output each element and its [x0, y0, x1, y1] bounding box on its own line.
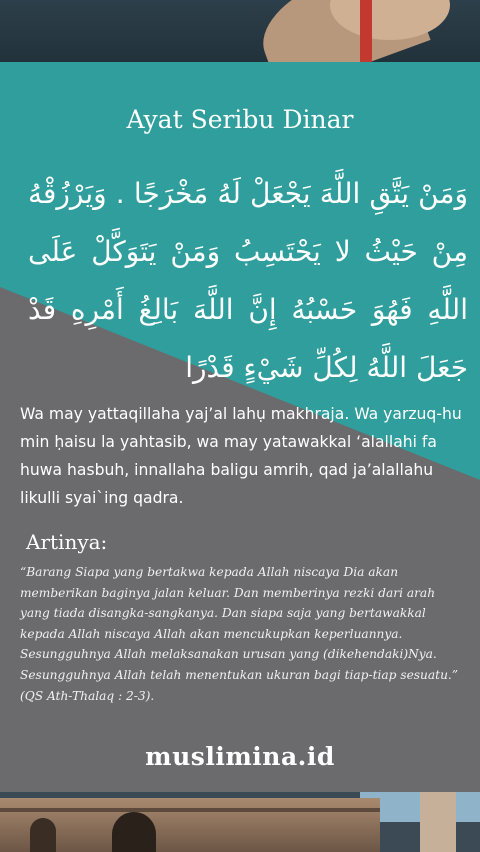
translation-text: “Barang Siapa yang bertakwa kepada Allah niscaya Dia akan memberikan baginya jalan keluar. Dan memberinya rezki dari arah yang tiada disangka-sangkanya. Dan siapa saja yang bertawakkal kepada Allah niscaya Allah akan mencukupkan keperluannya. Sesungguhnya Allah melaksanakan urusan yang (dikehendaki)Nya. Sesungguhnya Allah telah menentukan ukuran bagi tiap-tiap sesuatu.” (QS Ath-Thalaq : 2-3). — [20, 565, 459, 703]
large-arch — [112, 812, 156, 852]
building-stripe — [0, 808, 380, 812]
transliteration-text: Wa may yattaqillaha yaj’al lahụ makhraja. Wa yarzuq-hu min ḥaisu la yahtasib, wa may yatawakkal ‘alallahi fa huwa hasbuh, innallaha baligu amrih, qad ja’alallahu likulli syai`ing qadra. — [20, 405, 462, 507]
arabic-verse: وَمَنْ يَتَّقِ اللَّهَ يَجْعَلْ لَهُ مَخْرَجًا . وَيَرْزُقْهُ مِنْ حَيْثُ لا يَحْتَسِبُ وَمَنْ يَتَوَكَّلْ عَلَى اللَّهِ فَهُوَ حَسْبُهُ إِنَّ اللَّهَ بَالِغُ أَمْرِهِ قَدْ جَعَلَ اللَّهُ لِكُلِّ شَيْءٍ قَدْرًا — [28, 177, 468, 384]
page-title: Ayat Seribu Dinar — [126, 105, 354, 134]
mosque-building — [0, 798, 380, 852]
background-photo-top — [0, 0, 480, 62]
background-photo-bottom — [0, 792, 480, 852]
small-arch — [30, 818, 56, 852]
tower — [420, 792, 456, 852]
red-edge-detail — [360, 0, 372, 62]
translation-heading: Artinya: — [26, 530, 108, 554]
brand-watermark: muslimina.id — [145, 742, 335, 771]
